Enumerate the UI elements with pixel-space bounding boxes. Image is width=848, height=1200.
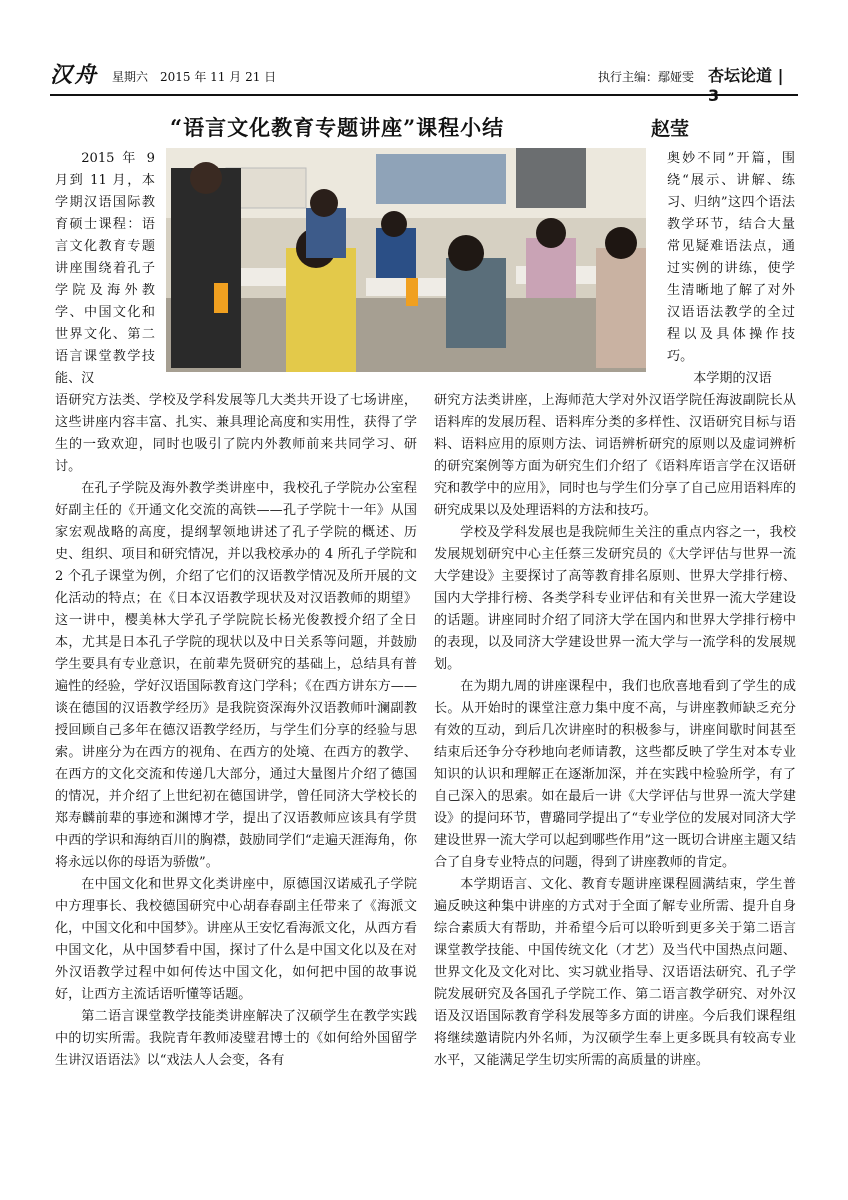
chief-editor: 执行主编：鄢娅雯 bbox=[598, 70, 695, 84]
body-paragraph: 学校及学科发展也是我院师生关注的重点内容之一，我校发展规划研究中心主任蔡三发研究员的《大学评估与世界一流大学建设》主要探讨了高等教育排名原则、世界大学排行榜、国内大学排行榜、各类学科专业评估和有关世界一流大学建设的话题。讲座同时介绍了同济大学在国内和世界大学排行榜中的表现，以及同济大学建设世界一流大学与一流学科的发展规划。 bbox=[434, 525, 796, 672]
intro-text-right bbox=[667, 148, 795, 390]
classroom-photo bbox=[166, 148, 646, 372]
body-paragraph: 第二语言课堂教学技能类讲座解决了汉硕学生在教学实践中的切实所需。我院青年教师凌璧君博士的《如何给外国留学生讲汉语语法》以“戏法人人会变，各有 bbox=[55, 1009, 417, 1068]
body-column-left bbox=[55, 390, 417, 1072]
body-paragraph: 本学期语言、文化、教育专题讲座课程圆满结束，学生普遍反映这种集中讲座的方式对于全面了解专业所需、提升自身综合素质大有帮助，并希望今后可以聆听到更多关于第二语言课堂教学技能、中国传统文化（才艺）及当代中国热点问题、世界文化及文化对比、实习就业指导、汉语语法研究、孔子学院发展研究及各国孔子学院工作、第二语言教学研究、对外汉语及汉语国际教育学科发展等多方面的讲座。今后我们课程组将继续邀请院内外名师，为汉硕学生奉上更多既具有较高专业水平，又能满足学生切实所需的高质量的讲座。 bbox=[434, 877, 796, 1068]
body-column-right bbox=[434, 390, 796, 1072]
newspaper-logo: 汉舟 bbox=[50, 62, 99, 88]
issue-date: 星期六 2015 年 11 月 21 日 bbox=[112, 70, 277, 84]
research-methods-lead: 本学期的汉语 bbox=[693, 371, 772, 386]
article-author: 赵莹 bbox=[651, 118, 690, 140]
page-header bbox=[50, 62, 795, 92]
intro-text-left bbox=[55, 148, 155, 390]
intro-paragraph: 2015 年 9 月到 11 月，本学期汉语国际教育硕士课程：语言文化教育专题讲座围绕着孔子学院及海外教学、中国文化和世界文化、第二语言课堂教学技能、汉 bbox=[55, 151, 155, 386]
section-name: 杏坛论道 | bbox=[708, 66, 784, 85]
article-title: “语言文化教育专题讲座”课程小结 bbox=[170, 115, 505, 140]
grammar-lecture-continuation: 奥妙不同”开篇，围绕“展示、讲解、练习、归纳”这四个语法教学环节，结合大量常见疑难语法点，通过实例的讲练，使学生清晰地了解了对外汉语语法教学的全过程以及具体操作技巧。 bbox=[667, 151, 795, 364]
body-paragraph: 在中国文化和世界文化类讲座中，原德国汉诺威孔子学院中方理事长、我校德国研究中心胡春春副主任带来了《海派文化，中国文化和中国梦》。讲座从王安忆看海派文化，从西方看中国文化，从中国梦看中国，探讨了什么是中国文化以及在对外汉语教学过程中如何传达中国文化，如何把中国的故事说好，让西方主流话语听懂等话题。 bbox=[55, 877, 417, 1002]
body-paragraph: 在为期九周的讲座课程中，我们也欣喜地看到了学生的成长。从开始时的课堂注意力集中度不高，与讲座教师缺乏充分有效的互动，到后几次讲座时的积极参与，讲座间歇时间甚至结束后还争分夺秒地向老师请教，这些都反映了学生对本专业知识的认识和理解正在逐渐加深，并在实践中检验所学，有了自己深入的思索。如在最后一讲《大学评估与世界一流大学建设》的提问环节，曹璐同学提出了“专业学位的发展对同济大学建设世界一流大学可以起到哪些作用”这一既切合讲座主题又结合了自身专业特点的问题，得到了讲座教师的肯定。 bbox=[434, 679, 796, 870]
body-paragraph: 在孔子学院及海外教学类讲座中，我校孔子学院办公室程好副主任的《开通文化交流的高铁——孔子学院十一年》从国家宏观战略的高度，提纲挈领地讲述了孔子学院的概述、历史、组织、项目和研究情况，并以我校承办的 4 所孔子学院和 2 个孔子课堂为例，介绍了它们的汉语教学情况及所开展的文化活动的特点；在《日本汉语教学现状及对汉语教师的期望》这一讲中，樱美林大学孔子学院院长杨光俊教授介绍了全日本，尤其是日本孔子学院的现状以及中日关系等问题，并鼓励学生要具有专业意识，在前辈先贤研究的基础上，总结具有普遍性的经验，学好汉语国际教育这门学科；《在西方讲东方——谈在德国的汉语教学经历》是我院资深海外汉语教师叶澜副教授回顾自己多年在德汉语教学经历，与学生们分享的经验与思索。讲座分为在西方的视角、在西方的处境、在西方的教学、在西方的文化交流和传递几大部分，通过大量图片介绍了德国的情况，并介绍了上世纪初在德国讲学，曾任同济大学校长的郑寿麟前辈的事迹和渊博才学，提出了汉语教师应该具有学贯中西的学识和海纳百川的胸襟，鼓励同学们“走遍天涯海角，你将永远以你的母语为骄傲”。 bbox=[55, 481, 417, 870]
header-rule bbox=[50, 94, 798, 96]
body-paragraph: 研究方法类讲座，上海师范大学对外汉语学院任海波副院长从语料库的发展历程、语料库分类的多样性、汉语研究目标与语料、语料应用的原则方法、词语辨析研究的原则以及虚词辨析的研究案例等方面为研究生们介绍了《语料库语言学在汉语研究和教学中的应用》，同时也与学生们分享了自己应用语料库的研究成果以及处理语料的方法和技巧。 bbox=[434, 393, 796, 518]
body-paragraph: 语研究方法类、学校及学科发展等几大类共开设了七场讲座，这些讲座内容丰富、扎实、兼具理论高度和实用性，获得了学生的一致欢迎，同时也吸引了院内外教师前来共同学习、研讨。 bbox=[55, 393, 417, 474]
